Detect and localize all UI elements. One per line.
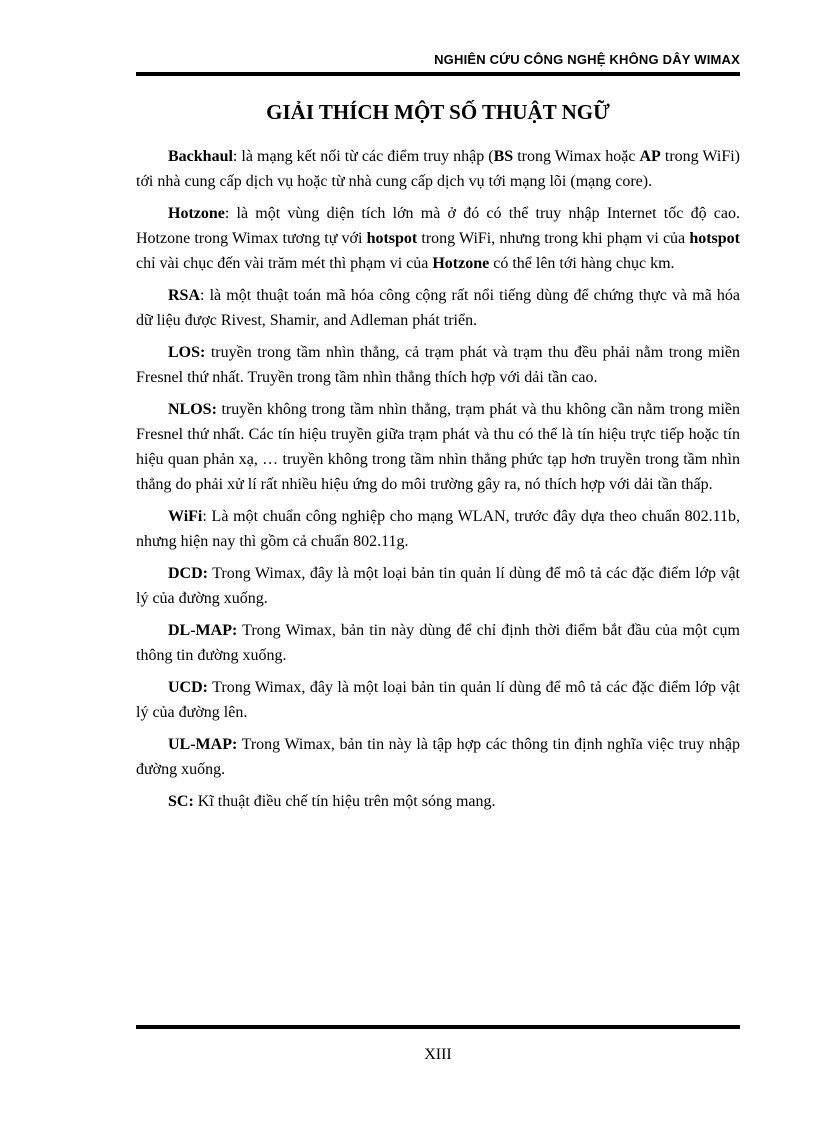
glossary-body <box>136 144 740 821</box>
term: RSA <box>168 287 201 304</box>
definition: : Là một chuẩn công nghiệp cho mạng WLAN, trước đây dựa theo chuẩn 802.11b, nhưng hiện nay thì gồm cả chuẩn 802.11g. <box>136 508 740 550</box>
glossary-entry-ul-map <box>136 732 740 782</box>
definition: Trong Wimax, bản tin này dùng để chỉ định thời điểm bắt đầu của một cụm thông tin đường xuống. <box>136 622 740 664</box>
glossary-entry-ucd <box>136 675 740 725</box>
term: SC: <box>168 793 194 810</box>
term: Backhaul <box>168 148 233 165</box>
term: Hotzone <box>168 205 225 222</box>
glossary-entry-wifi <box>136 504 740 554</box>
definition: Trong Wimax, đây là một loại bản tin quản lí dùng để mô tả các đặc điểm lớp vật lý của đường xuống. <box>136 565 740 607</box>
definition: : là một thuật toán mã hóa công cộng rất nổi tiếng dùng để chứng thực và mã hóa dữ liệu được Rivest, Shamir, and Adleman phát triển. <box>136 287 740 329</box>
definition: truyền không trong tầm nhìn thẳng, trạm phát và thu không cần nằm trong miền Fresnel thứ nhất. Các tín hiệu truyền giữa trạm phát và thu có thể là tín hiệu trực tiếp hoặc tín hiệu quan phản xạ, … truyền không trong tầm nhìn thẳng phức tạp hơn truyền trong tầm nhìn thẳng do phải xử lí rất nhiều hiệu ứng do môi trường gây ra, nó thích hợp với dải tần thấp. <box>136 401 740 493</box>
term: UCD: <box>168 679 208 696</box>
page-number: XIII <box>424 1046 452 1063</box>
term: WiFi <box>168 508 203 525</box>
term: UL-MAP: <box>168 736 238 753</box>
glossary-entry-backhaul: Backhaul: là mạng kết nối từ các điểm truy nhập (BS trong Wimax hoặc AP trong WiFi) tới nhà cung cấp dịch vụ hoặc từ nhà cung cấp dịch vụ tới mạng lõi (mạng core). <box>136 148 740 190</box>
glossary-entry-hotzone: Hotzone: là một vùng diện tích lớn mà ở đó có thể truy nhập Internet tốc độ cao. Hotzone trong Wimax tương tự với hotspot trong WiFi, nhưng trong khi phạm vi của hotspot chỉ vài chục đến vài trăm mét thì phạm vi của Hotzone có thể lên tới hàng chục km. <box>136 205 740 272</box>
glossary-entry-sc <box>136 789 740 814</box>
definition: Kĩ thuật điều chế tín hiệu trên một sóng mang. <box>193 793 496 810</box>
footer-divider <box>136 1025 740 1029</box>
term: NLOS: <box>168 401 217 418</box>
glossary-entry-rsa <box>136 283 740 333</box>
glossary-entry-los <box>136 340 740 390</box>
term: DCD: <box>168 565 208 582</box>
glossary-entry-nlos <box>136 397 740 497</box>
header-divider <box>136 72 740 76</box>
page-title: GIẢI THÍCH MỘT SỐ THUẬT NGỮ <box>266 100 610 124</box>
glossary-entry-dl-map <box>136 618 740 668</box>
term: LOS: <box>168 344 206 361</box>
term: DL-MAP: <box>168 622 238 639</box>
definition: Trong Wimax, đây là một loại bản tin quản lí dùng để mô tả các đặc điểm lớp vật lý của đường lên. <box>136 679 740 721</box>
glossary-entry-dcd <box>136 561 740 611</box>
definition: Trong Wimax, bản tin này là tập hợp các thông tin định nghĩa việc truy nhập đường xuống. <box>136 736 740 778</box>
running-header: NGHIÊN CỨU CÔNG NGHỆ KHÔNG DÂY WIMAX <box>434 52 740 67</box>
definition: truyền trong tầm nhìn thẳng, cả trạm phát và trạm thu đều phải nằm trong miền Fresnel thứ nhất. Truyền trong tầm nhìn thẳng thích hợp với dải tần cao. <box>136 344 740 386</box>
